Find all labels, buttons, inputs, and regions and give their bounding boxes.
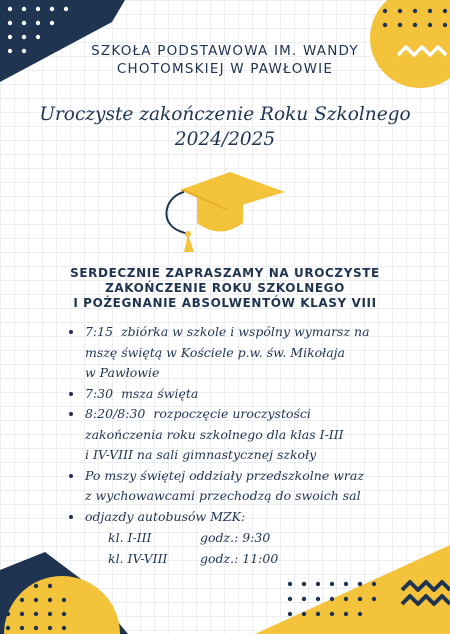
schedule-text: odjazdy autobusów MZK: xyxy=(85,508,246,524)
schedule-item xyxy=(66,404,406,466)
schedule-time: 8:20/8:30 xyxy=(85,406,146,421)
schedule-text: rozpoczęcie uroczystości xyxy=(153,406,311,421)
schedule-text: z wychowawcami przechodzą do swoich sal xyxy=(85,488,361,503)
schedule-list xyxy=(66,322,406,527)
invitation-line: ZAKOŃCZENIE ROKU SZKOLNEGO xyxy=(105,281,345,295)
schedule-text: w Pawłowie xyxy=(85,365,160,380)
graduation-cap-icon xyxy=(160,168,290,264)
invitation-text xyxy=(0,266,450,311)
bus-time: godz.: 11:00 xyxy=(200,550,279,566)
title-year: 2024/2025 xyxy=(174,129,276,150)
bus-class: kl. I-III xyxy=(108,530,152,545)
page-title xyxy=(0,102,450,152)
school-name-line: CHOTOMSKIEJ W PAWŁOWIE xyxy=(116,61,334,77)
school-name-line: SZKOŁA PODSTAWOWA IM. WANDY xyxy=(91,43,359,59)
schedule-time: 7:30 xyxy=(85,385,114,401)
schedule-text: mszę świętą w Kościele p.w. św. Mikołaja xyxy=(85,344,346,360)
schedule-item xyxy=(66,466,406,507)
schedule-time: 7:15 xyxy=(85,324,114,339)
schedule-text: zbiórka w szkole i wspólny wymarsz na xyxy=(121,324,370,339)
school-name xyxy=(0,42,450,78)
schedule-item xyxy=(66,322,406,384)
schedule-item xyxy=(66,507,406,528)
bus-row xyxy=(108,528,278,549)
invitation-line: I POŻEGNANIE ABSOLWENTÓW KLASY VIII xyxy=(73,296,377,310)
bus-class: kl. IV-VIII xyxy=(108,550,168,566)
schedule-text: zakończenia roku szkolnego dla klas I-III xyxy=(85,426,344,442)
bus-time: godz.: 9:30 xyxy=(200,530,271,545)
bus-times xyxy=(108,528,278,569)
invitation-line: SERDECZNIE ZAPRASZAMY NA UROCZYSTE xyxy=(70,266,380,280)
title-line: Uroczyste zakończenie Roku Szkolnego xyxy=(39,104,411,125)
schedule-text: i IV-VIII na sali gimnastycznej szkoły xyxy=(85,447,317,462)
schedule-text: Po mszy świętej oddziały przedszkolne wraz xyxy=(85,467,364,483)
schedule-text: msza święta xyxy=(121,385,199,401)
bus-row xyxy=(108,549,278,570)
schedule-item xyxy=(66,384,406,405)
